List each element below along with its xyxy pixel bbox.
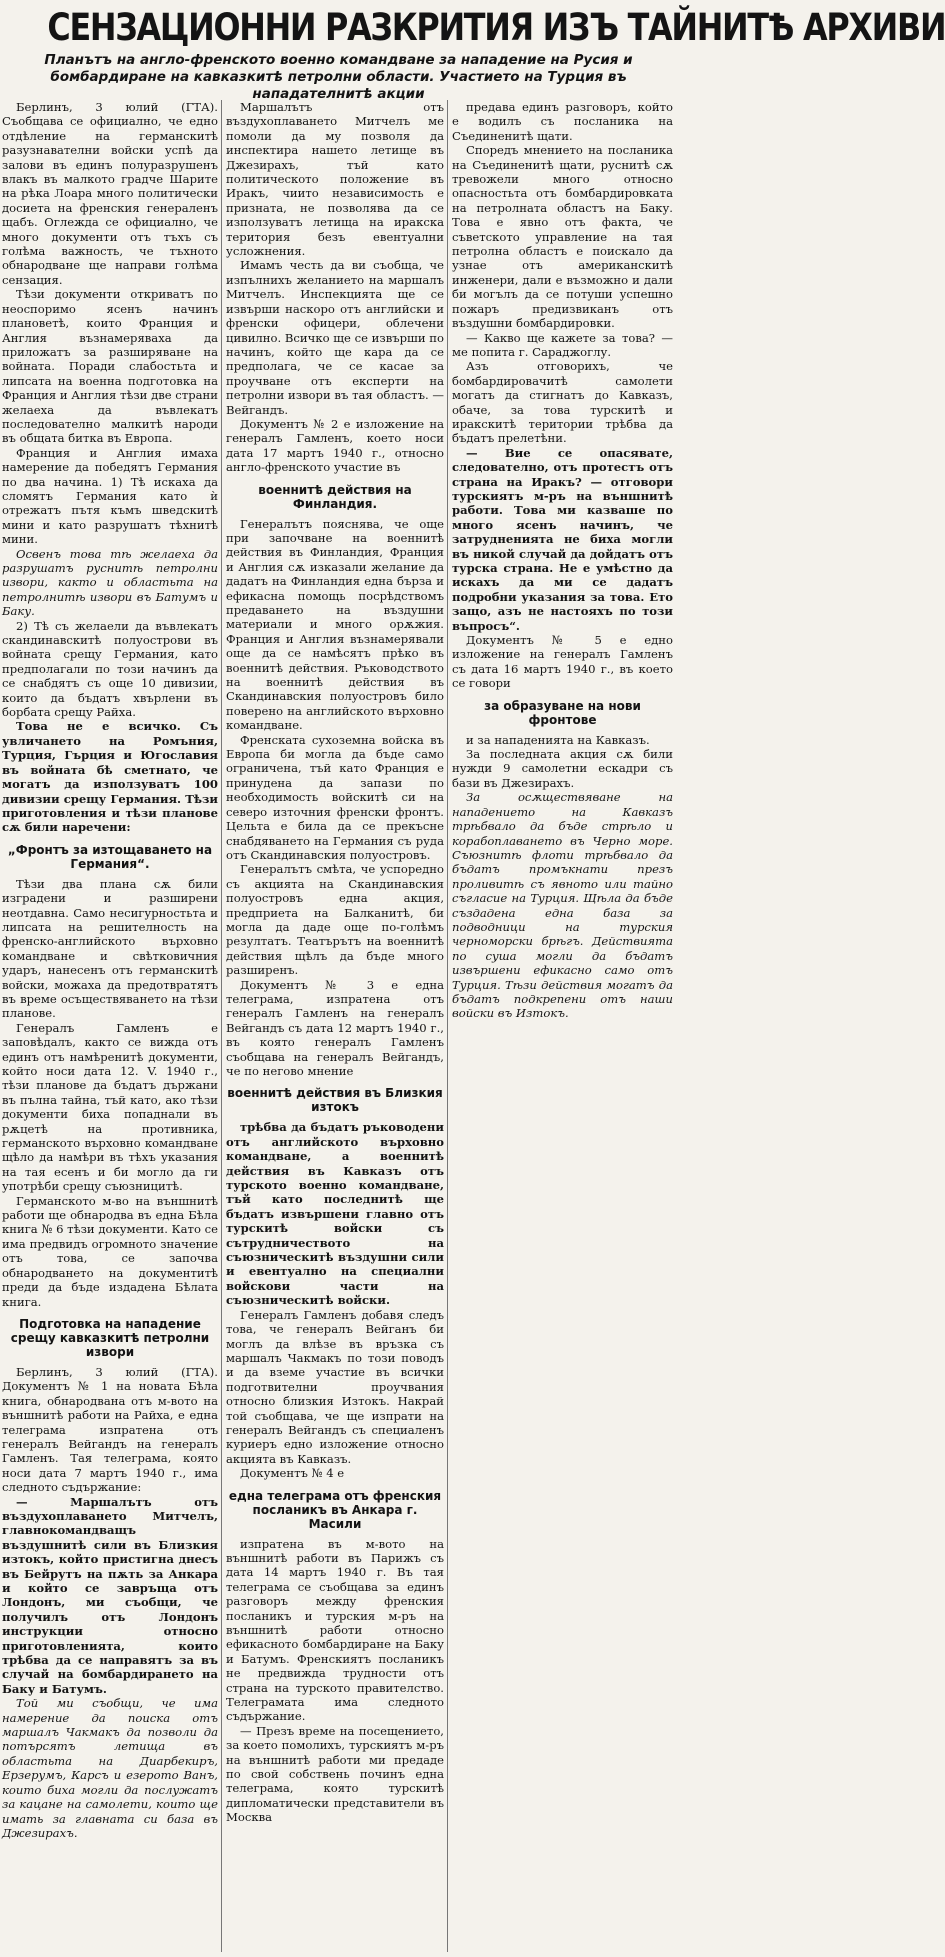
paragraph: Германското м-во на външнитѣ работи ще обнародва въ една Бѣла книга № 6 тѣзи документи. Като се има предвидъ огромното значение отъ това, се започва обнародването на документитѣ преди да бъде издадена Бѣлата книга. [2,1193,218,1309]
paragraph: Освенъ това тѣ желаеха да разрушатъ руснитѣ петролни извори, както и областьта на петролнитѣ извори въ Батумъ и Баку. [2,546,218,619]
article-column-2 [226,100,444,1952]
article-column-3 [452,100,673,1952]
paragraph: Споредъ мнението на посланика на Съединенитѣ щати, руснитѣ сѫ тревожели много относно опасностьта отъ бомбардировката на петролната областъ на Баку. Това е явно отъ факта, че съветското управление на тая петролна областъ е поискало да узнае отъ американскитѣ инженери, дали е възможно и дали би могълъ да се потуши успешно пожаръ предизвиканъ отъ въздушни бомбардировки. [452,143,673,331]
paragraph: Франция и Англия имаха намерение да победятъ Германия по два начина. 1) Тѣ искаха да сломятъ Германия като ѝ отрежатъ пътя къмъ шведскитѣ мини и като разрушатъ тѣхнитѣ мини. [2,445,218,547]
paragraph: и за нападенията на Кавказъ. [466,732,650,747]
paragraph: — Какво ще кажете за това? — ме попита г. Сараджоглу. [452,330,673,359]
paragraph: За осѫществяване на нападението на Кавказъ трѣбвало да бъде стрѣло и корабоплаването въ Черно море. Съюзнитѣ флоти трѣбвало да бъдатъ промъкнати презъ проливитѣ съ явното или тайно съгласие на Турция. Щѣла да бъде създадена една база за подводници на турския черноморски брѣгъ. Действията по суша могли да бъдатъ извършени ефикасно само отъ Турция. Тѣзи действия могатъ да бъдатъ подкрепени отъ наши войски въ Изтокъ. [452,790,673,1021]
paragraph: Генералътъ пояснява, че още при започване на военнитѣ действия въ Финландия, Франция и Англия сѫ изказали желание да дадатъ на Финландия една бърза и ефикасна помощь посрѣдствомъ предаването на въздушни материали и много орѫжия. Франция и Англия възнамерявали още да се намѣсятъ прѣко въ военнитѣ действия. Ръководството на военнитѣ действия въ Скандинавския полуостровъ било поверено на английското върховно командване. [226,516,444,733]
paragraph: Той ми съобщи, че има намерение да поиска отъ маршалъ Чакмакъ да позволи да потърсятъ летища въ областьта на Диарбекиръ, Ерзерумъ, Карсъ и езерото Ванъ, които биха могли да послужатъ за кацане на самолети, които ще имать за главната си база въ Джезирахъ. [2,1696,218,1840]
section-heading: Подготовка на нападение срещу кавказкитѣ петролни извори [10,1316,210,1359]
paragraph: Берлинъ, 3 юлий (ГТА). Документъ № 1 на новата Бѣла книга, обнародвана отъ м-вото на външнитѣ работи на Райха, е една телеграма изпратена отъ генералъ Вейгандъ на генералъ Гамленъ. Тая телеграма, която носи дата 7 мартъ 1940 г., има следното съдържание: [2,1364,218,1495]
paragraph: Имамъ честь да ви съобща, че изпълнихъ желанието на маршалъ Митчелъ. Инспекцията ще се извърши наскоро отъ английски и френски офицери, облечени цивилно. Всичко ще се извърши по начинъ, който ще кара да се предполага, че се касае за проучване отъ експерти на петролни извори въ тая областъ. — Вейгандъ. [226,258,444,417]
paragraph: Документъ № 3 е една телеграма, изпратена отъ генералъ Гамленъ на генералъ Вейгандъ съ дата 12 мартъ 1940 г., въ която генералъ Гамленъ съобщава на генералъ Вейгандъ, че по негово мнение [226,977,444,1078]
paragraph: Маршалътъ отъ въздухоплаването Митчелъ ме помоли да му позволя да инспектира нашето летище въ Джезирахъ, тъй като политическото положение въ Иракъ, чиито независимость е призната, не позволява да се използуватъ летища на иракска територия безъ евентуални усложнения. [226,100,444,259]
paragraph: Документъ № 4 е [240,1466,345,1481]
subheadline: Планътъ на англо-френското военно командване за нападение на Русия и бомбардиране на кавказкитѣ петролни области. Участието на Турция въ нападателнитѣ акции [44,52,633,102]
section-heading: военнитѣ действия въ Близкия изтокъ [227,1086,443,1115]
column-rule [221,100,222,1952]
paragraph: Тѣзи документи откриватъ по неоспоримо ясенъ начинъ плановетѣ, които Франция и Англия възнамеряваха да приложатъ за разширяване на войната. Поради слабостьта и липсата на военна подготовка на Франция и Англия тѣзи две страни желаеха да въвлекатъ последователно малкитѣ народи въ общата битка въ Европа. [2,287,219,446]
paragraph: Генералътъ смѣта, че успоредно съ акцията на Скандинавския полуостровъ една акция, предприета на Балканитѣ, би могла да даде още по-голѣмъ резултатъ. Театърътъ на военнитѣ действия щѣлъ да бъде много разширенъ. [226,862,444,978]
section-heading: за образуване на нови фронтове [484,698,641,727]
paragraph: Тѣзи два плана сѫ били изградени и разширени неотдавна. Само несигурностьта и липсата на решителность на френско-английското върховно командване и свѣтковичния ударъ, нанесенъ отъ германскитѣ войски, можаха да предотвратятъ въ време осъществяването на тѣзи планове. [2,876,218,1021]
paragraph: предава единъ разговоръ, който е водилъ съ посланика на Съединенитѣ щати. [452,100,673,143]
section-heading: военнитѣ действия на Финландия. [258,482,412,511]
column-rule [447,100,448,1952]
paragraph: Френската сухоземна войска въ Европа би могла да бъде само ограничена, тъй като Франция е принудена да запази по необходимость войскитѣ си на северо източния френски фронтъ. Цельта е била да се прекъсне снабдяването на Германия съ руда отъ Скандинавския полуостровъ. [226,732,444,862]
paragraph: изпратена въ м-вото на външнитѣ работи въ Парижъ съ дата 14 мартъ 1940 г. Въ тая телеграма се съобщава за единъ разговоръ между френския посланикъ и турския м-ръ на външнитѣ работи относно ефикасното бомбардиране на Баку и Батумъ. Френскиятъ посланикъ не предвижда трудности отъ страна на турското правителство. Телеграмата има следното съдържание. [226,1536,444,1724]
paragraph: Документъ № 2 е изложение на генералъ Гамленъ, което носи дата 17 мартъ 1940 г., относно англо-френското участие въ [226,416,444,475]
paragraph: За последната акция сѫ били нужди 9 самолетни ескадри съ бази въ Джезирахъ. [452,747,673,790]
paragraph: Азъ отговорихъ, че бомбардировачитѣ самолети могатъ да стигнатъ до Кавказъ, обаче, за това турскитѣ и иракскитѣ територии трѣбва да бъдатъ прелетѣни. [452,359,673,446]
paragraph: — Вие се опасявате, следователно, отъ протестъ отъ страна на Иракъ? — отговори турскиятъ м-ръ на външнитѣ работи. Това ми казваше по много ясенъ начинъ, че затрудненията не биха могли въ никой случай да дойдатъ отъ турска страна. Не е умѣстно да искахъ да ми се дадатъ подробни указания за това. Ето защо, азъ не настояхъ по този въпросъ“. [452,445,673,633]
headline: СЕНЗАЦИОННИ РАЗКРИТИЯ ИЗЪ ТАЙНИТѢ АРХИВИ [47,6,945,49]
section-heading: една телеграма отъ френския посланикъ въ Анкара г. Масили [228,1488,442,1531]
article-column-1 [2,100,218,1952]
paragraph: Това не е всичко. Съ увличането на Ромъния, Турция, Гърция и Югославия въ войната бѣ сметнато, че могатъ да използуватъ 100 дивизии срещу Германия. Тѣзи приготовления и тѣзи планове сѫ били наречени: [2,719,218,835]
paragraph: — Презъ време на посещението, за което помолихъ, турскиятъ м-ръ на външнитѣ работи ми предаде по свой собствень починъ една телеграма, която турскитѣ дипломатически представители въ Москва [226,1723,444,1825]
paragraph: — Маршалътъ отъ въздухоплаването Митчелъ, главнокомандващъ въздушнитѣ сили въ Близкия изтокъ, който пристигна днесъ въ Бейрутъ на пѫть за Анкара и който се завръща отъ Лондонъ, ми съобщи, че получилъ отъ Лондонъ инструкции относно приготовленията, които трѣбва да се направятъ за въ случай на бомбардирането на Баку и Батумъ. [2,1494,218,1696]
paragraph: Генералъ Гамленъ добавя следъ това, че генералъ Вейганъ би моглъ да влѣзе въ връзка съ маршалъ Чакмакъ по този поводъ и да вземе участие въ всички подготвителни проучвания относно близкия Изтокъ. Накрай той съобщава, че ще изпрати на генералъ Вейгандъ съ специаленъ куриеръ едно изложение относно акцията въ Кавказъ. [226,1307,444,1466]
paragraph: Генералъ Гамленъ е заповѣдалъ, както се вижда отъ единъ отъ намѣренитѣ документи, който носи дата 12. V. 1940 г., тѣзи планове да бъдатъ държани въ пълна тайна, тъй като, ако тѣзи документи биха попаднали въ рѫцетѣ на противника, германското върховно командване щѣло да намѣри въ тѣхъ указания на тая есенъ и би могло да ги употрѣби срещу съюзницитѣ. [2,1020,218,1194]
paragraph: Берлинъ, 3 юлий (ГТА). Съобщава се официално, че едно отдѣление на германскитѣ разузнавателни войски успѣ да залови въ единъ полуразрушенъ влакъ въ малкото градче Шарите на рѣка Лоара много политически досиета на френския генераленъ щабъ. Оглежда се официално, че много документи отъ тъхъ съ голѣма важность, че тъхното обнародване ще направи голѣма сензация. [2,100,218,287]
paragraph: трѣбва да бъдатъ ръководени отъ английското върховно командване, а военнитѣ действия въ Кавказъ отъ турското военно командване, тъй като последнитѣ ще бъдатъ извършени главно отъ турскитѣ войски съ сътрудничеството на съюзническитѣ въздушни сили и евентуално на специални войскови части на съюзническитѣ войски. [226,1120,444,1308]
paragraph: 2) Тѣ съ желаели да въвлекатъ скандинавскитѣ полуострови въ войната срещу Германия, като предполагали по този начинъ да се снабдятъ съ още 10 дивизии, които да бъдатъ хвърлени въ борбата срещу Райха. [2,618,218,720]
section-heading: „Фронтъ за изтощаването на Германия“. [7,842,213,871]
paragraph: Документъ № 5 е едно изложение на генералъ Гамленъ съ дата 16 мартъ 1940 г., въ което се говори [452,633,673,691]
